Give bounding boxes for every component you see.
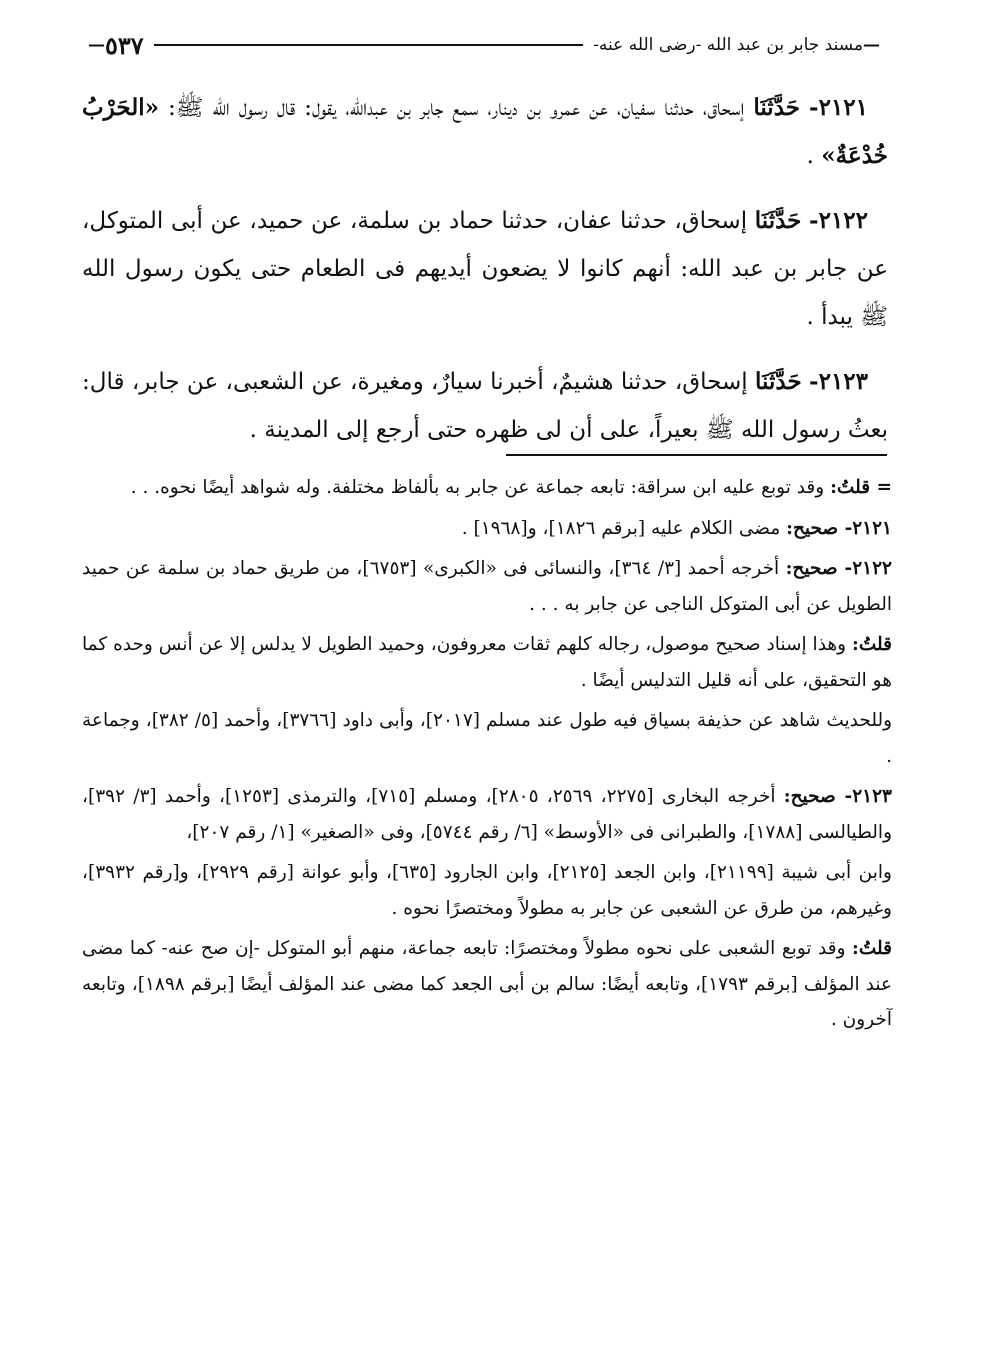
footnote-label: ٢١٢٢- صحيح:	[785, 558, 892, 579]
head-dash-right: —	[863, 35, 880, 55]
haddathana-word: حَدَّثَنَا	[754, 207, 802, 234]
running-head-rule	[154, 44, 584, 46]
haddathana-word: حَدَّثَنَا	[755, 368, 802, 395]
hadith-2122	[82, 197, 888, 341]
footnote-label: قلتُ:	[852, 938, 892, 959]
footnotes	[82, 470, 892, 1043]
hadith-number: ٢١٢٣-	[809, 368, 869, 395]
haddathana-word: حَدَّثَنَا	[753, 94, 800, 121]
footnote-2123-more	[82, 855, 892, 926]
hadith-2123	[82, 358, 888, 454]
footnote-2123	[82, 779, 892, 850]
footnote-label: ٢١٢٣- صحيح:	[783, 786, 892, 807]
footnote-label: قلتُ:	[852, 634, 892, 655]
footnote-2122-shahid	[82, 703, 892, 774]
hadith-text: إسحاق، حدثنا عفان، حدثنا حماد بن سلمة، عن حميد، عن أبى المتوكل، عن جابر بن عبد الله: أنهم كانوا لا يضعون أيديهم فى الطعام حتى يكون رسول الله ﷺ يبدأ .	[82, 208, 888, 330]
footnote-2122	[82, 551, 892, 622]
hadith-tail: .	[806, 143, 822, 169]
hadith-text: إسحاق، حدثنا هشيمٌ، أخبرنا سيارٌ، ومغيرة، عن الشعبى، عن جابر، قال: بعثُ رسول الله ﷺ بعيراً، على أن لى ظهره حتى أرجع إلى المدينة .	[82, 369, 888, 443]
page-number: ٥٣٧	[105, 30, 144, 60]
footnote-text: وقد توبع الشعبى على نحوه مطولاً ومختصرًا: تابعه جماعة، منهم أبو المتوكل -إن صح عنه- كما مضى عند المؤلف [برقم ١٧٩٣]، وتابعه أيضًا: سالم بن أبى الجعد كما مضى عند المؤلف أيضًا [برقم ١٨٩٨]، وتابعه آخرون .	[82, 938, 892, 1030]
hadith-number: ٢١٢٢-	[809, 207, 869, 234]
footnote-text: وهذا إسناد صحيح موصول، رجاله كلهم ثقات معروفون، وحميد الطويل لا يدلس إلا عن أنس وحده كما هو التحقيق، على أنه قليل التدليس أيضًا .	[82, 634, 892, 691]
footnote-text: وللحديث شاهد عن حذيفة بسياق فيه طول عند مسلم [٢٠١٧]، وأبى داود [٣٧٦٦]، وأحمد [٥/ ٣٨٢]، وجماعة .	[82, 710, 893, 767]
hadith-text: إسحاق، حدثنا سفيان، عن عمرو بن دينار، سمع جابر بن عبدالله، يقول: قال رسول الله ﷺ:	[158, 95, 754, 121]
head-dash-left: —	[88, 35, 105, 55]
running-head-title: مسند جابر بن عبد الله -رضى الله عنه-	[593, 35, 863, 55]
hadith-matn: «الحَرْبُ خُدْعَةٌ»	[82, 94, 888, 169]
footnote-2121	[82, 511, 892, 547]
footnote-2123-note	[82, 931, 892, 1038]
footnote-text: أخرجه البخارى [٢٢٧٥، ٢٥٦٩، ٢٨٠٥]، ومسلم [٧١٥]، والترمذى [١٢٥٣]، وأحمد [٣/ ٣٩٢]، والطيالسى [١٧٨٨]، والطبرانى فى «الأوسط» [٦/ رقم ٥٧٤٤]، وفى «الصغير» [١/ رقم ٢٠٧]،	[82, 786, 892, 843]
footnote-2122-note	[82, 627, 892, 698]
footnote-text: مضى الكلام عليه [برقم ١٨٢٦]، و[١٩٦٨] .	[461, 517, 787, 539]
footnote-separator	[506, 454, 887, 456]
main-text	[82, 84, 888, 471]
footnote-text: أخرجه أحمد [٣/ ٣٦٤]، والنسائى فى «الكبرى» [٦٧٥٣]، من طريق حماد بن سلمة عن حميد الطويل عن أبى المتوكل الناجى عن جابر به . . .	[82, 558, 892, 615]
footnote-label: = قلتُ:	[830, 477, 892, 498]
footnote-continuation	[82, 470, 892, 506]
running-head	[78, 30, 886, 60]
footnote-label: ٢١٢١- صحيح:	[786, 517, 892, 539]
hadith-number: ٢١٢١-	[809, 94, 869, 121]
footnote-text: وابن أبى شيبة [٢١١٩٩]، وابن الجعد [٢١٢٥]، وابن الجارود [٦٣٥]، وأبو عوانة [رقم ٢٩٢٩]، و[رقم ٣٩٣٢]، وغيرهم، من طرق عن الشعبى عن جابر به مطولاً ومختصرًا نحوه .	[82, 862, 892, 919]
hadith-2121	[82, 84, 888, 180]
footnote-text: وقد توبع عليه ابن سراقة: تابعه جماعة عن جابر به بألفاظ مختلفة. وله شواهد أيضًا نحوه. . .	[130, 477, 831, 498]
